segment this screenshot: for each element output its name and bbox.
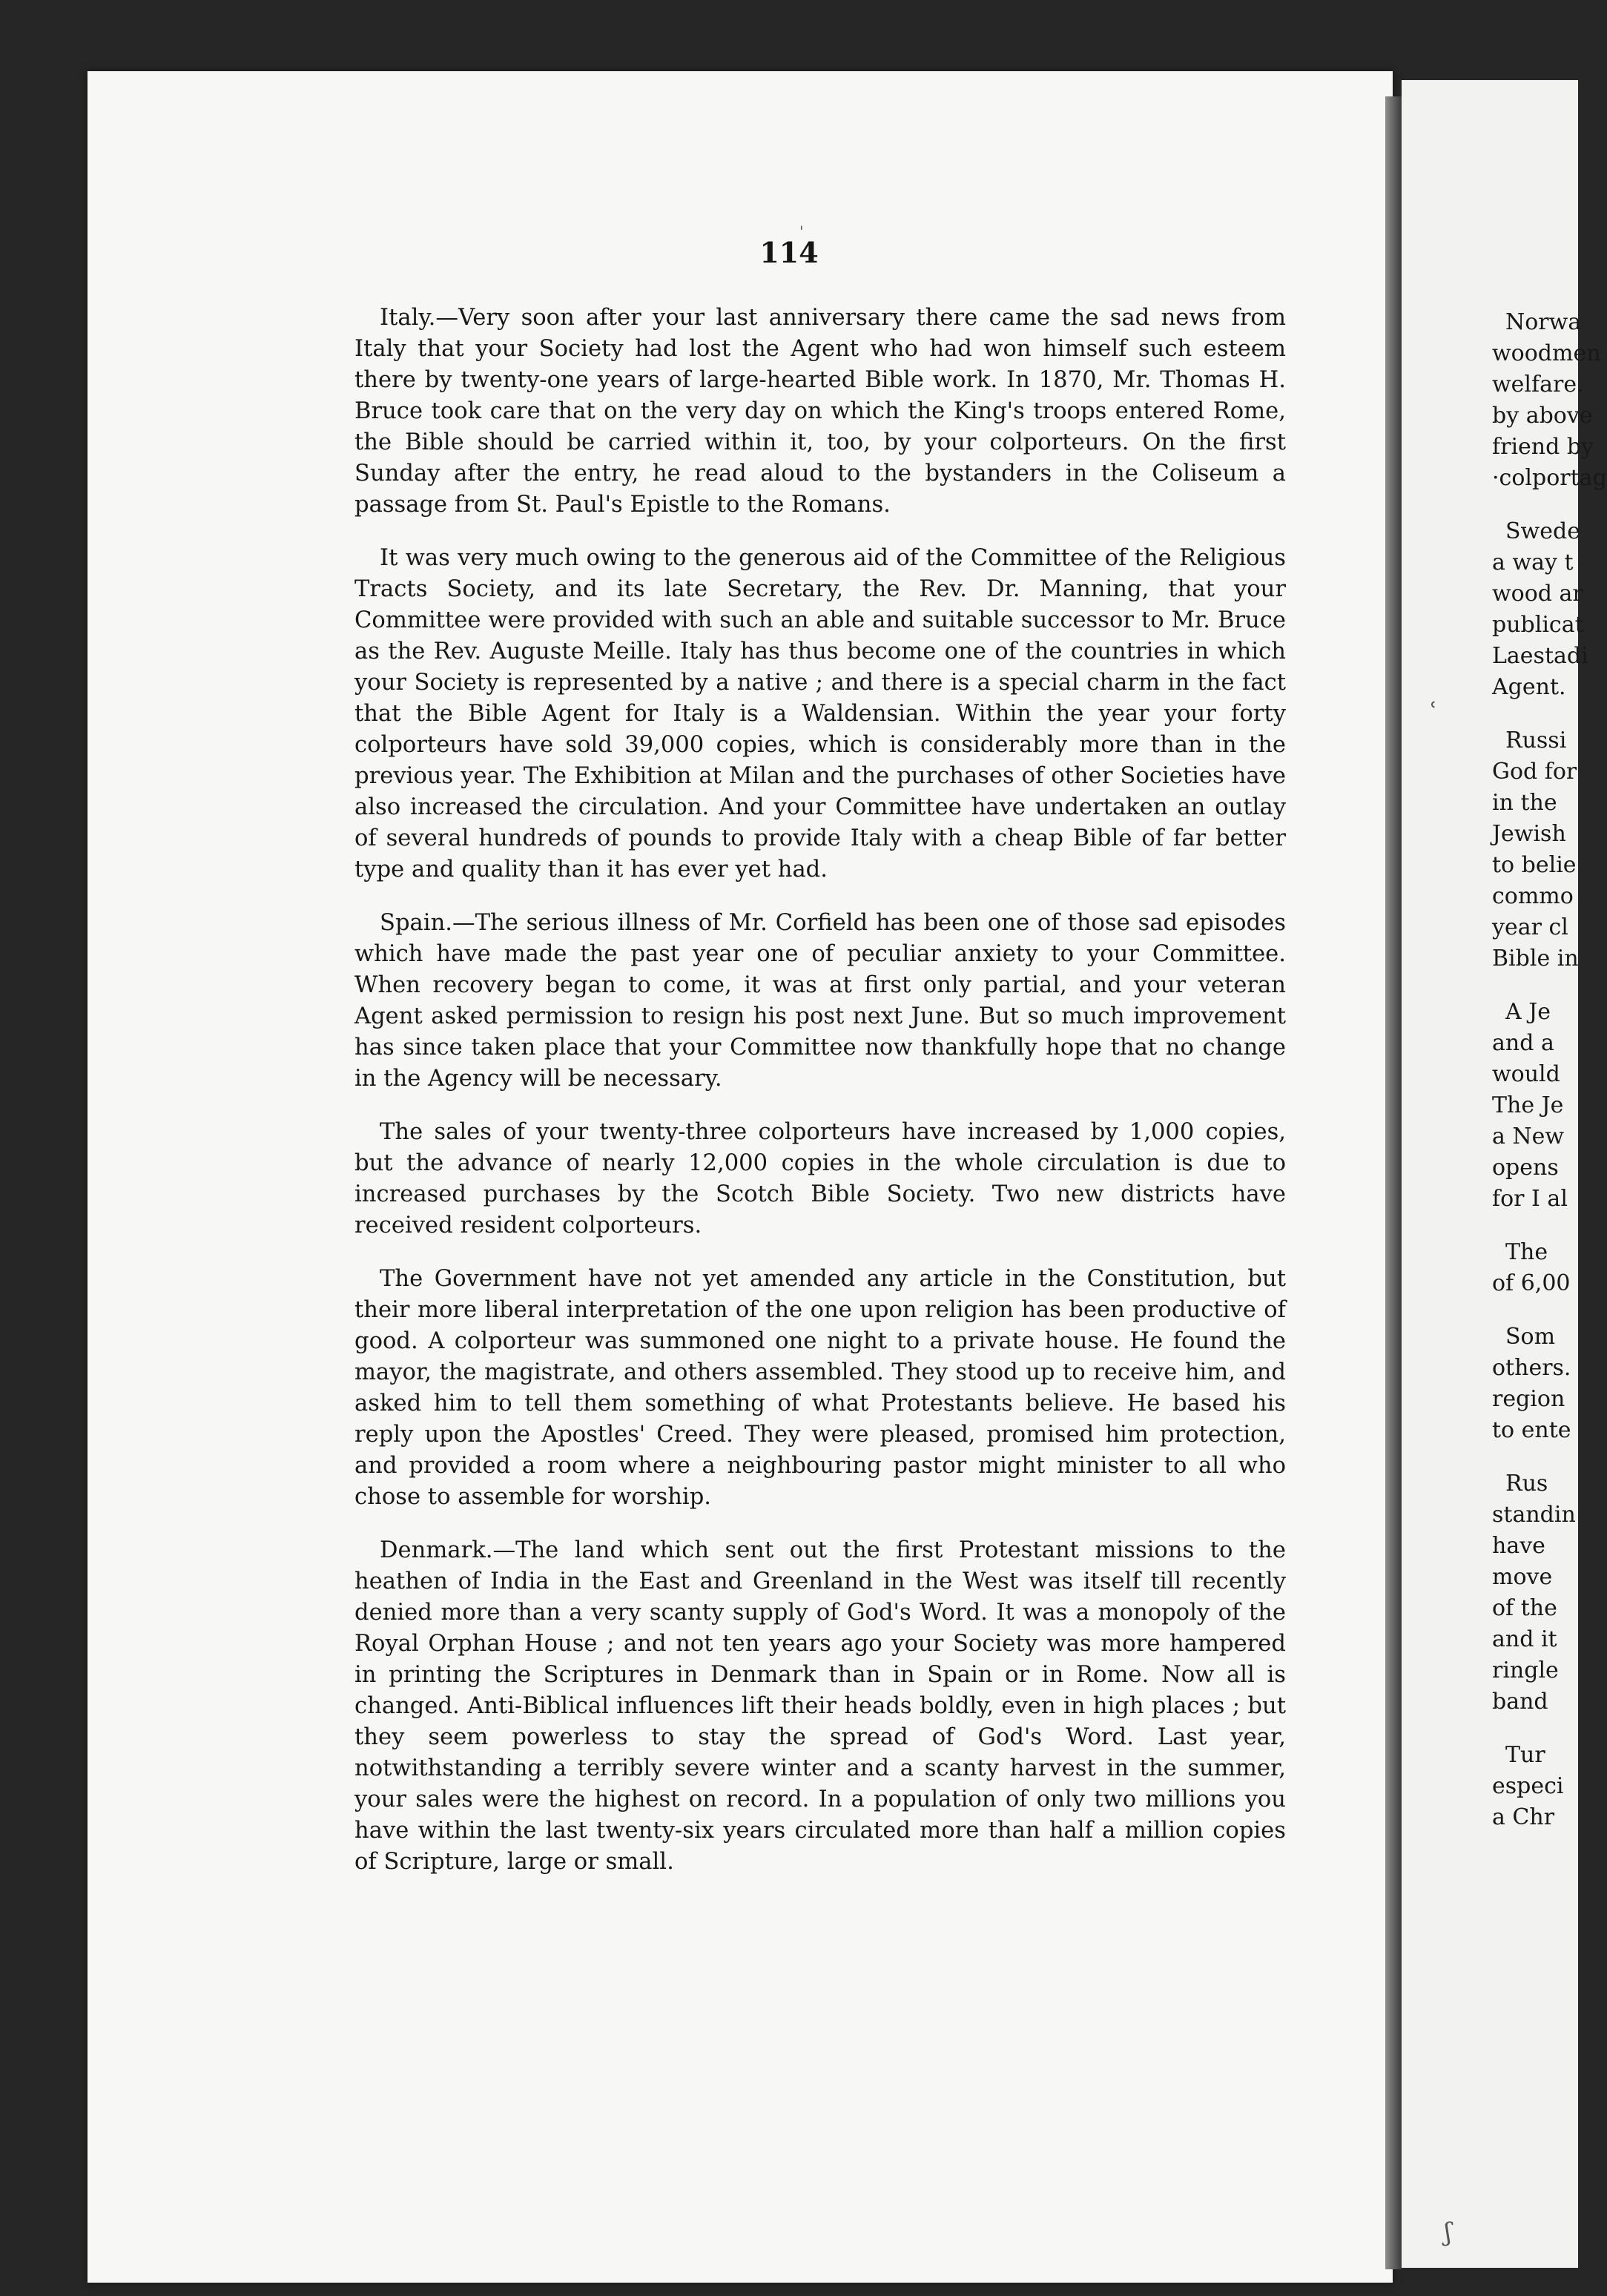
ink-speck: '	[799, 222, 804, 240]
book-gutter	[1385, 96, 1402, 2269]
right-fragment-line: by above	[1492, 403, 1593, 429]
right-fragment-line: especi	[1492, 1773, 1564, 1799]
paragraph-spain-government: The Government have not yet amended any article in the Constitution, but their more liberal interpretation of the one upon religion has been productive of good. A colporteur was summoned one night to a private house. He found the mayor, the magistrate, and others assembled. They stood up to receive him, and asked him to tell them something of what Protestants believe. He based his reply upon the Apostles' Creed. They were pleased, promised him protection, and provided a room where a neighbouring pastor might minister to all who chose to assemble for worship.	[354, 1266, 1286, 1510]
right-fragment-line: band	[1492, 1689, 1548, 1715]
right-fragment-line: a New	[1492, 1124, 1565, 1149]
right-fragment-line: A Je	[1505, 999, 1551, 1025]
right-fragment-line: Som	[1505, 1324, 1556, 1350]
right-fragment-block-6	[1492, 1322, 1578, 1446]
right-fragment-line: Jewish	[1492, 821, 1566, 847]
right-fragment-line: in the	[1492, 790, 1557, 816]
right-fragment-line: wood ar	[1492, 581, 1583, 607]
right-fragment-line: a way t	[1492, 550, 1574, 575]
right-fragment-line: others.	[1492, 1355, 1571, 1381]
right-fragment-line: The	[1505, 1239, 1548, 1265]
right-fragment-line: friend by	[1492, 434, 1594, 460]
right-fragment-line: The Je	[1492, 1092, 1564, 1118]
right-fragment-line: welfare.	[1492, 372, 1584, 397]
right-fragment-line: ringle	[1492, 1657, 1559, 1683]
right-fragment-line: opens	[1492, 1155, 1559, 1181]
right-fragment-line: to ente	[1492, 1417, 1571, 1443]
right-fragment-line: have	[1492, 1533, 1545, 1559]
paragraph-denmark: Denmark.—The land which sent out the first Protestant missions to the heathen of India in the East and Greenland in the West was itself till recently denied more than a very scanty supply of God's Word. It was a monopoly of the Royal Orphan House ; and not ten years ago your Society was more hampered in printing the Scriptures in Denmark than in Spain or in Rome. Now all is changed. Anti-Biblical influences lift their heads boldly, even in high places ; but they seem powerless to stay the spread of God's Word. Last year, notwithstanding a terribly severe winter and a scanty harvest in the summer, your sales were the highest on record. In a population of only two millions you have within the last twenty-six years circulated more than half a million copies of Scripture, large or small.	[354, 1537, 1286, 1875]
right-page-text-fragments	[1492, 307, 1607, 1855]
right-fragment-line: would	[1492, 1061, 1560, 1087]
right-fragment-line: Laestadi	[1492, 643, 1588, 669]
right-fragment-line: Rus	[1505, 1471, 1548, 1497]
right-fragment-block-5	[1492, 1237, 1578, 1299]
right-fragment-line: woodmen	[1492, 340, 1601, 366]
right-fragment-line: God for	[1492, 759, 1577, 785]
right-fragment-line: move	[1492, 1564, 1553, 1590]
right-fragment-line: Tur	[1505, 1742, 1545, 1768]
paragraph-spain-sales: The sales of your twenty-three colporteurs have increased by 1,000 copies, but the advance of nearly 12,000 copies in the whole circulation is due to increased purchases by the Scotch Bible Society. Two new districts have received resident colporteurs.	[354, 1119, 1286, 1238]
right-fragment-block-7	[1492, 1468, 1578, 1718]
right-fragment-line: region	[1492, 1386, 1565, 1412]
right-fragment-line: and it	[1492, 1626, 1557, 1652]
right-fragment-line: ·colportag	[1492, 465, 1607, 491]
right-fragment-line: standin	[1492, 1502, 1576, 1528]
right-fragment-line: publicat	[1492, 612, 1584, 638]
right-fragment-line: Swede	[1505, 518, 1580, 544]
right-fragment-block-1	[1492, 307, 1607, 494]
right-fragment-line: commo	[1492, 883, 1574, 909]
right-fragment-line: for I al	[1492, 1186, 1568, 1212]
right-fragment-line: Norwa	[1505, 309, 1582, 335]
right-fragment-line: Russi	[1505, 728, 1567, 753]
pencil-mark: ʃ	[1445, 2217, 1452, 2247]
pencil-mark: ʿ	[1430, 697, 1438, 727]
paragraph-italy-committee: It was very much owing to the generous aid of the Committee of the Religious Tracts Society, and its late Secretary, the Rev. Dr. Manning, that your Committee were provided with such an able and suitable successor to Mr. Bruce as the Rev. Auguste Meille. Italy has thus become one of the countries in which your Society is represented by a native ; and there is a special charm in the fact that the Bible Agent for Italy is a Waldensian. Within the year your forty colporteurs have sold 39,000 copies, which is considerably more than in the previous year. The Exhibition at Milan and the purchases of other Societies have also increased the circulation. And your Committee have undertaken an outlay of several hundreds of pounds to provide Italy with a cheap Bible of far better type and quality than it has ever yet had.	[354, 545, 1286, 883]
right-fragment-line: Agent.	[1492, 674, 1566, 700]
left-page-text	[354, 303, 1286, 1900]
right-fragment-line: of 6,00	[1492, 1270, 1571, 1296]
right-fragment-line: and a	[1492, 1030, 1554, 1056]
right-fragment-line: year cl	[1492, 914, 1568, 940]
right-fragment-block-4	[1492, 997, 1578, 1215]
page-number: 114	[759, 236, 819, 269]
right-fragment-block-3	[1492, 725, 1578, 974]
paragraph-spain: Spain.—The serious illness of Mr. Corfield has been one of those sad episodes which have made the past year one of peculiar anxiety to your Committee. When recovery began to come, it was at first only partial, and your veteran Agent asked permission to resign his post next June. But so much improvement has since taken place that your Committee now thankfully hope that no change in the Agency will be necessary.	[354, 910, 1286, 1092]
right-fragment-line: Bible in	[1492, 946, 1579, 971]
right-fragment-block-2	[1492, 516, 1588, 703]
right-fragment-block-8	[1492, 1740, 1578, 1833]
right-fragment-line: a Chr	[1492, 1804, 1555, 1830]
right-fragment-line: to belie	[1492, 852, 1577, 878]
right-fragment-line: of the	[1492, 1595, 1557, 1621]
paragraph-italy: Italy.—Very soon after your last anniversary there came the sad news from Italy that your Society had lost the Agent who had won himself such esteem there by twenty-one years of large-hearted Bible work. In 1870, Mr. Thomas H. Bruce took care that on the very day on which the King's troops entered Rome, the Bible should be carried within it, too, by your colporteurs. On the first Sunday after the entry, he read aloud to the bystanders in the Coliseum a passage from St. Paul's Epistle to the Romans.	[354, 305, 1286, 518]
